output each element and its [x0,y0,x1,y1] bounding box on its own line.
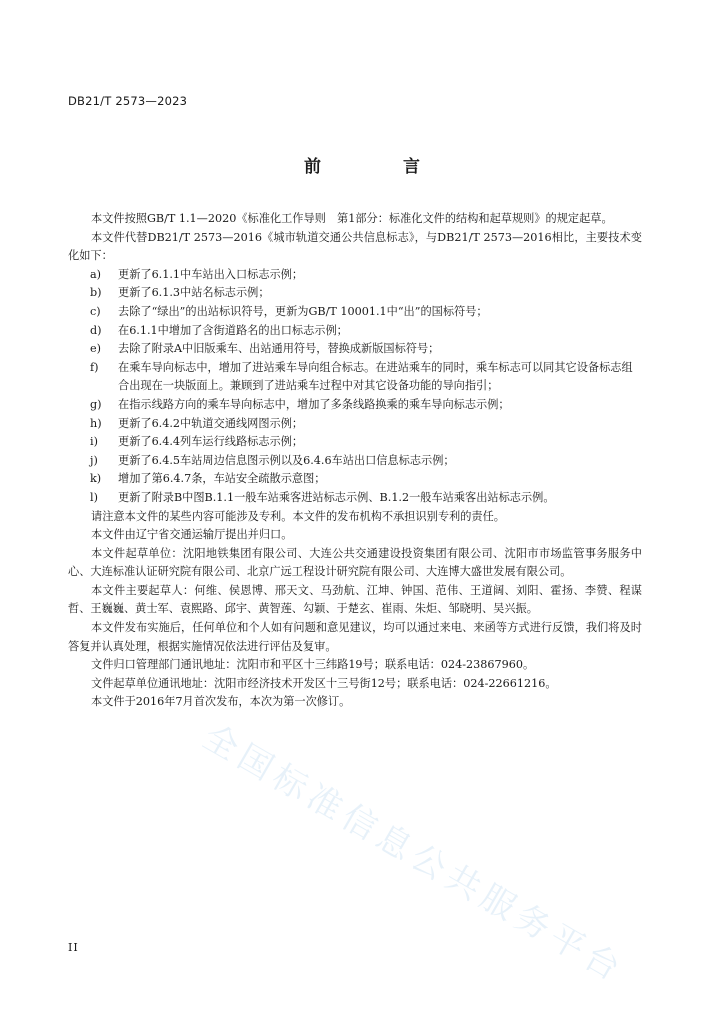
list-item-label: g) [90,397,102,411]
paragraph-patent-notice: 请注意本文件的某些内容可能涉及专利。本文件的发布机构不承担识别专利的责任。 [91,509,505,523]
list-item [68,452,642,471]
paragraph-revision-history: 本文件于2016年7月首次发布，本次为第一次修订。 [91,695,351,709]
list-item-text: 在6.1.1中增加了含街道路名的出口标志示例； [118,323,348,337]
list-item-text: 更新了6.4.5车站周边信息图示例以及6.4.6车站出口信息标志示例； [118,453,455,467]
list-item-text: 在乘车导向标志中，增加了进站乘车导向组合标志。在进站乘车的同时，乘车标志可以同其它设备标志组合出现在一块版面上。兼顾到了进站乘车过程中对其它设备功能的导向指引； [118,360,633,393]
list-item-label: f) [90,360,99,374]
list-item-label: k) [90,472,102,486]
page-title: 前 言 [304,157,458,177]
paragraph-authority-address: 文件归口管理部门通讯地址：沈阳市和平区十三纬路19号；联系电话：024-23867960。 [91,658,535,672]
list-item-text: 更新了6.4.4列车运行线路标志示例； [118,435,304,449]
list-item [68,489,642,508]
list-item-label: d) [90,323,102,337]
list-item [68,470,642,489]
paragraph-drafters: 本文件主要起草人：何维、侯恩博、邢天文、马劲航、江坤、钟国、范伟、王道阔、刘阳、霍扬、李赞、程谋哲、王巍巍、黄士军、袁熙路、邱宇、黄智莲、勾颖、于楚玄、崔雨、朱炬、邹晓明、吴兴振。 [68,583,642,616]
list-item [68,303,642,322]
list-item [68,433,642,452]
list-item-text: 更新了6.1.3中站名标志示例； [118,286,270,300]
paragraph-drafting-units: 本文件起草单位：沈阳地铁集团有限公司、大连公共交通建设投资集团有限公司、沈阳市市场监管事务服务中心、大连标准认证研究院有限公司、北京广远工程设计研究院有限公司、大连博大盛世发展有限公司。 [68,546,642,579]
list-item-text: 更新了6.1.1中车站出入口标志示例； [118,267,304,281]
list-item-label: l) [90,490,98,504]
list-item [68,266,642,285]
list-item-text: 去除了“绿出”的出站标识符号，更新为GB/T 10001.1中“出”的国标符号； [118,304,488,318]
list-item [68,359,642,396]
list-item-label: b) [90,286,102,300]
list-item-label: c) [90,304,101,318]
list-item-text: 去除了附录A中旧版乘车、出站通用符号，替换成新版国标符号； [118,342,440,356]
list-item-text: 更新了6.4.2中轨道交通线网图示例； [118,416,304,430]
list-item-text: 更新了附录B中图B.1.1一般车站乘客进站标志示例、B.1.2一般车站乘客出站标志示例。 [118,490,555,504]
watermark: 全国标准信息公共服务平台 [196,716,632,992]
list-item-label: a) [90,267,102,281]
list-item-label: h) [90,416,102,430]
list-item [68,396,642,415]
paragraph-drafting-basis: 本文件按照GB/T 1.1—2020《标准化工作导则 第1部分：标准化文件的结构和起草规则》的规定起草。 [91,212,613,225]
list-item [68,322,642,341]
list-item-label: i) [90,435,98,449]
list-item-label: j) [90,453,98,467]
paragraph-replacement: 本文件代替DB21/T 2573—2016《城市轨道交通公共信息标志》，与DB21/T 2573—2016相比，主要技术变化如下： [68,230,642,263]
document-body [68,210,642,712]
list-item-text: 增加了第6.4.7条，车站安全疏散示意图； [118,472,326,486]
list-item-text: 在指示线路方向的乘车导向标志中，增加了多条线路换乘的乘车导向标志示例； [118,397,510,411]
document-code: DB21/T 2573—2023 [68,94,188,108]
paragraph-drafter-address: 文件起草单位通讯地址：沈阳市经济技术开发区十三号街12号；联系电话：024-22661216。 [91,676,557,690]
list-item [68,415,642,434]
paragraph-feedback: 本文件发布实施后，任何单位和个人如有问题和意见建议，均可以通过来电、来函等方式进行反馈，我们将及时答复并认真处理，根据实施情况依法进行评估及复审。 [68,621,642,653]
list-item-label: e) [90,342,101,356]
page-number: II [68,941,79,954]
changes-list [68,266,642,508]
list-item [68,340,642,359]
paragraph-proposer: 本文件由辽宁省交通运输厅提出并归口。 [91,528,293,542]
list-item [68,284,642,303]
